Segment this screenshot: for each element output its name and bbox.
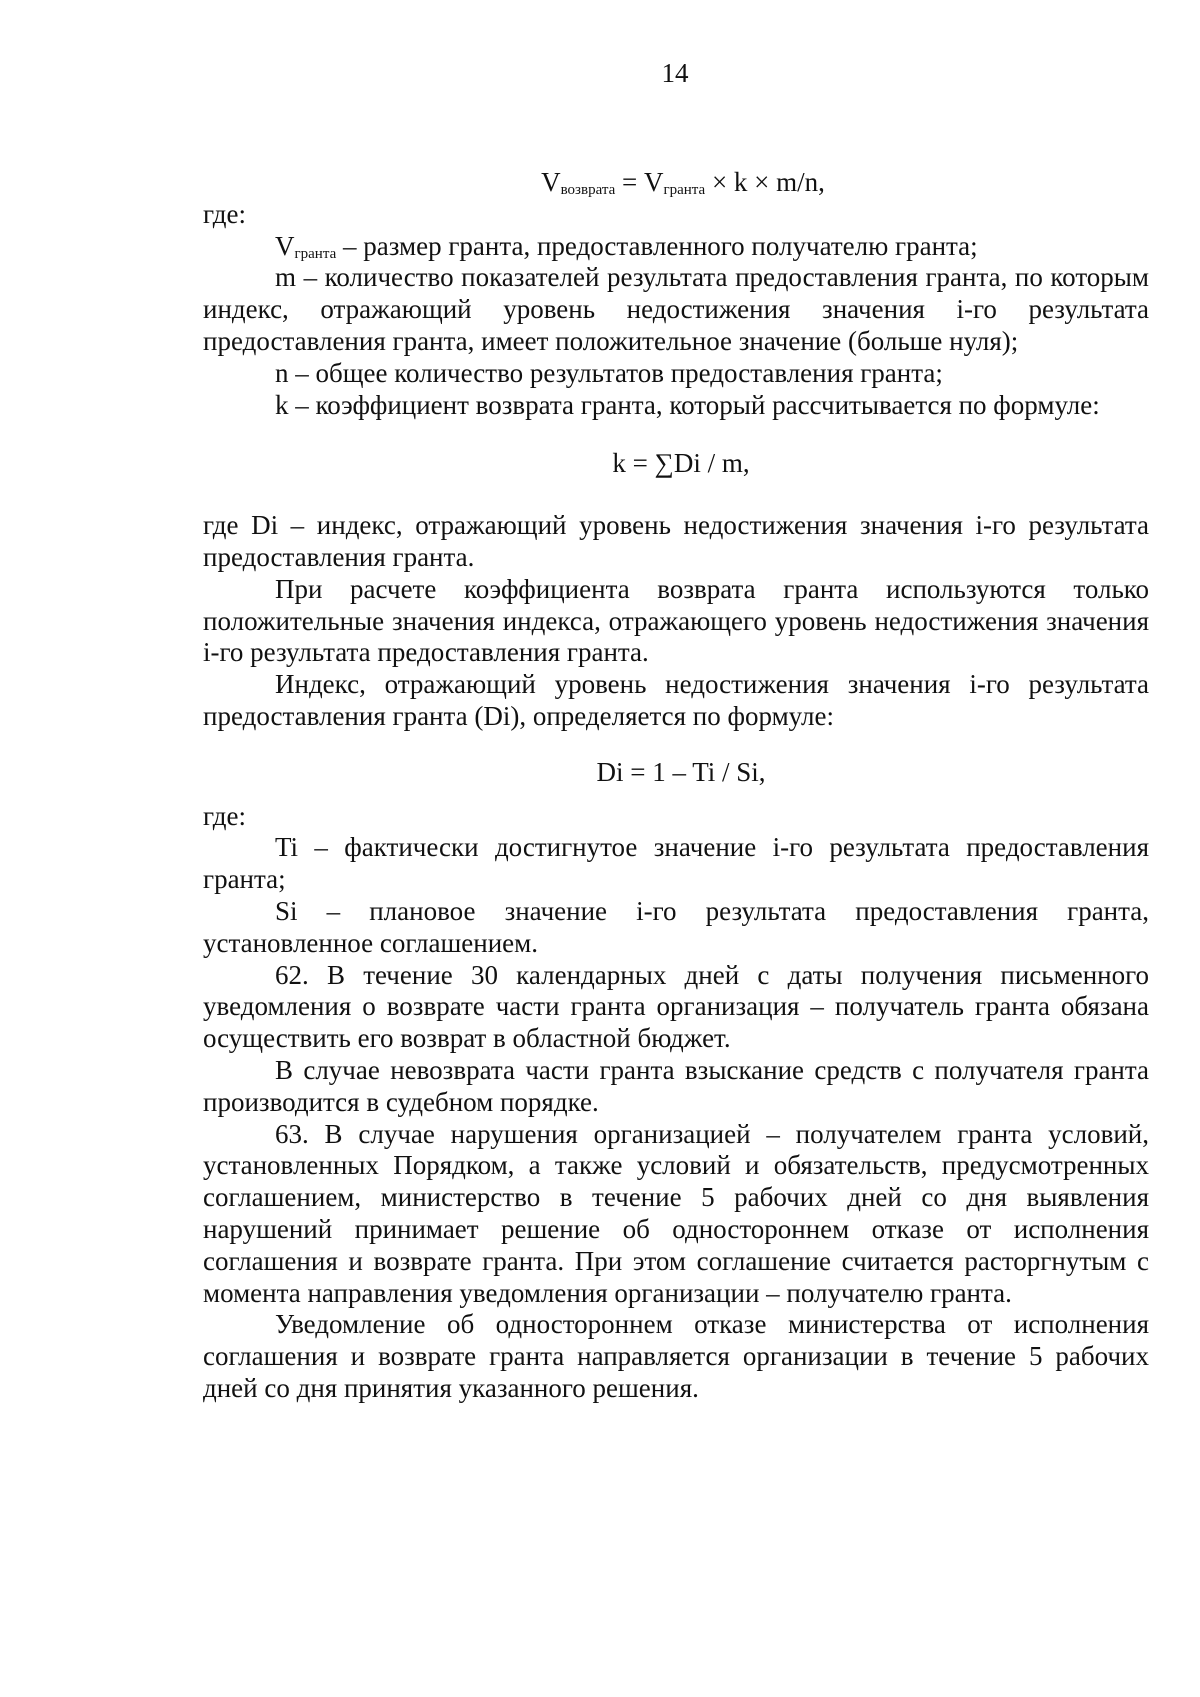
definition-di: где Di – индекс, отражающий уровень недостижения значения i-го результата предоставления гранта.: [203, 510, 1149, 572]
paragraph-positive-values: При расчете коэффициента возврата гранта используются только положительные значения индекса, отражающего уровень недостижения значения i-го результата предоставления гранта.: [203, 573, 1149, 668]
definition-si: Si – плановое значение i-го результата предоставления гранта, установленное соглашением.: [203, 895, 1149, 958]
paragraph-index-formula: Индекс, отражающий уровень недостижения значения i-го результата предоставления гранта (Di), определяется по формуле:: [203, 669, 1149, 731]
document-body: [203, 167, 1149, 1405]
where-label-2: где:: [203, 800, 246, 831]
formula-k: k = ∑Di / m,: [612, 448, 750, 479]
definition-v-grant: $V_{гранта}$ – размер гранта, предоставленного получателю гранта;: [275, 230, 978, 262]
formula-return-amount: $V_{возврата} = V_{гранта} \times k \times m/n$,: [541, 167, 825, 198]
paragraph-notice: Уведомление об одностороннем отказе министерства от исполнения соглашения и возврате гранта направляется организации в течение 5 рабочих дней со дня принятия указанного решения.: [203, 1309, 1149, 1403]
definition-n: n – общее количество результатов предоставления гранта;: [275, 357, 943, 388]
definition-k: k – коэффициент возврата гранта, который рассчитывается по формуле:: [275, 389, 1100, 420]
page-number: 14: [661, 58, 689, 88]
paragraph-63: 63. В случае нарушения организацией – получателем гранта условий, установленных Порядком, а также условий и обязательств, предусмотренных соглашением, министерство в течение 5 рабочих дней со дня выявления нарушений принимает решение об одностороннем отказе от исполнения соглашения и возврате гранта. При этом соглашение считается расторгнутым с момента направления уведомления организации – получателю гранта.: [203, 1118, 1149, 1308]
definition-ti: Ti – фактически достигнутое значение i-го результата предоставления гранта;: [203, 832, 1149, 895]
paragraph-62-recovery: В случае невозврата части гранта взыскание средств с получателя гранта производится в судебном порядке.: [203, 1054, 1149, 1117]
where-label: где:: [203, 198, 246, 229]
paragraph-62: 62. В течение 30 календарных дней с даты получения письменного уведомления о возврате части гранта организация – получатель гранта обязана осуществить его возврат в областной бюджет.: [203, 959, 1149, 1054]
definition-m: m – количество показателей результата предоставления гранта, по которым индекс, отражающий уровень недостижения значения i-го результата предоставления гранта, имеет положительное значение (больше нуля);: [203, 262, 1149, 356]
formula-di: Di = 1 – Ti / Si,: [596, 756, 766, 787]
